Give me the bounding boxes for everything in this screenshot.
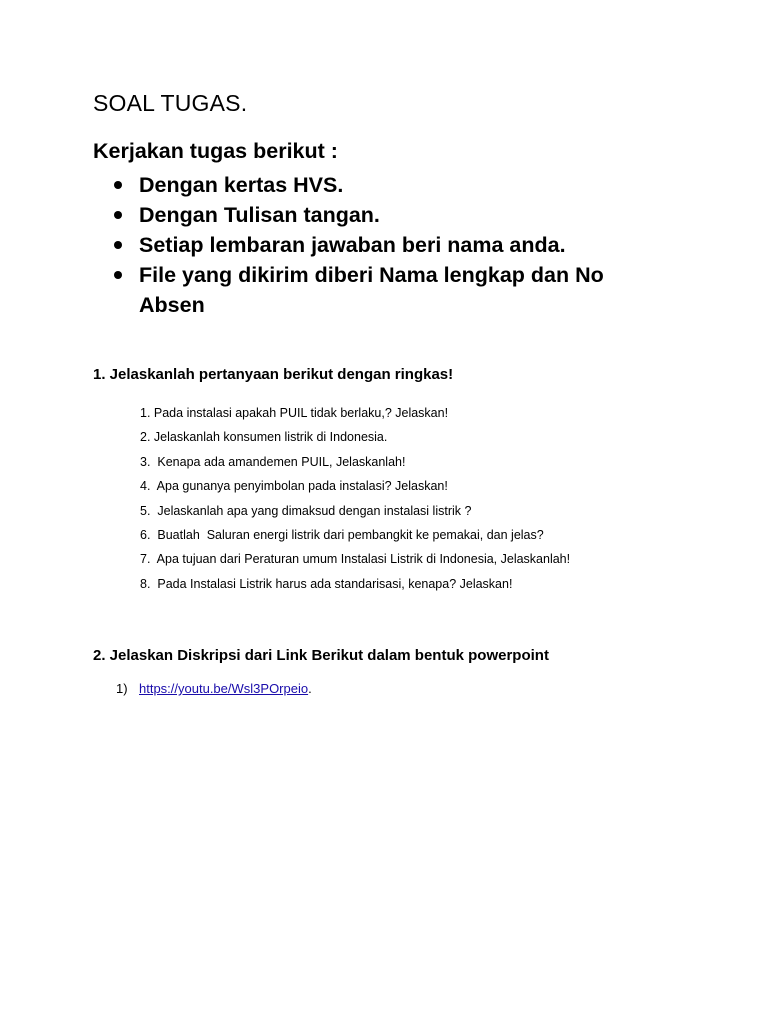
page-title: SOAL TUGAS.: [93, 90, 248, 116]
question-item: 2. Jelaskanlah konsumen listrik di Indonesia.: [140, 430, 388, 445]
question-item: 7. Apa tujuan dari Peraturan umum Instalasi Listrik di Indonesia, Jelaskanlah!: [140, 552, 571, 567]
link-suffix: .: [308, 681, 312, 696]
instruction-item: File yang dikirim diberi Nama lengkap dan No Absen: [112, 260, 672, 320]
instructions-list: [112, 170, 672, 320]
youtube-link[interactable]: https://youtu.be/Wsl3POrpeio: [139, 681, 309, 696]
bullet-icon: [114, 241, 122, 249]
question-1-heading: 1. Jelaskanlah pertanyaan berikut dengan ringkas!: [93, 366, 454, 383]
question-item: 6. Buatlah Saluran energi listrik dari pembangkit ke pemakai, dan jelas?: [140, 528, 544, 543]
question-1-list: [140, 401, 570, 596]
question-item: 8. Pada Instalasi Listrik harus ada standarisasi, kenapa? Jelaskan!: [140, 576, 513, 591]
instructions-intro: Kerjakan tugas berikut :: [93, 139, 338, 163]
question-2-heading: 2. Jelaskan Diskripsi dari Link Berikut dalam bentuk powerpoint: [93, 647, 549, 664]
link-item-number: 1): [116, 681, 128, 696]
question-item: 3. Kenapa ada amandemen PUIL, Jelaskanlah!: [140, 454, 406, 469]
bullet-icon: [114, 181, 122, 189]
question-item: 4. Apa gunanya penyimbolan pada instalasi? Jelaskan!: [140, 479, 448, 494]
link-list-item: [116, 681, 312, 696]
question-item: 5. Jelaskanlah apa yang dimaksud dengan instalasi listrik ?: [140, 503, 472, 518]
instruction-item: Dengan Tulisan tangan.: [112, 200, 672, 230]
instruction-item: Setiap lembaran jawaban beri nama anda.: [112, 230, 672, 260]
bullet-icon: [114, 271, 122, 279]
bullet-icon: [114, 211, 122, 219]
instruction-item: Dengan kertas HVS.: [112, 170, 672, 200]
question-item: 1. Pada instalasi apakah PUIL tidak berlaku,? Jelaskan!: [140, 406, 449, 420]
